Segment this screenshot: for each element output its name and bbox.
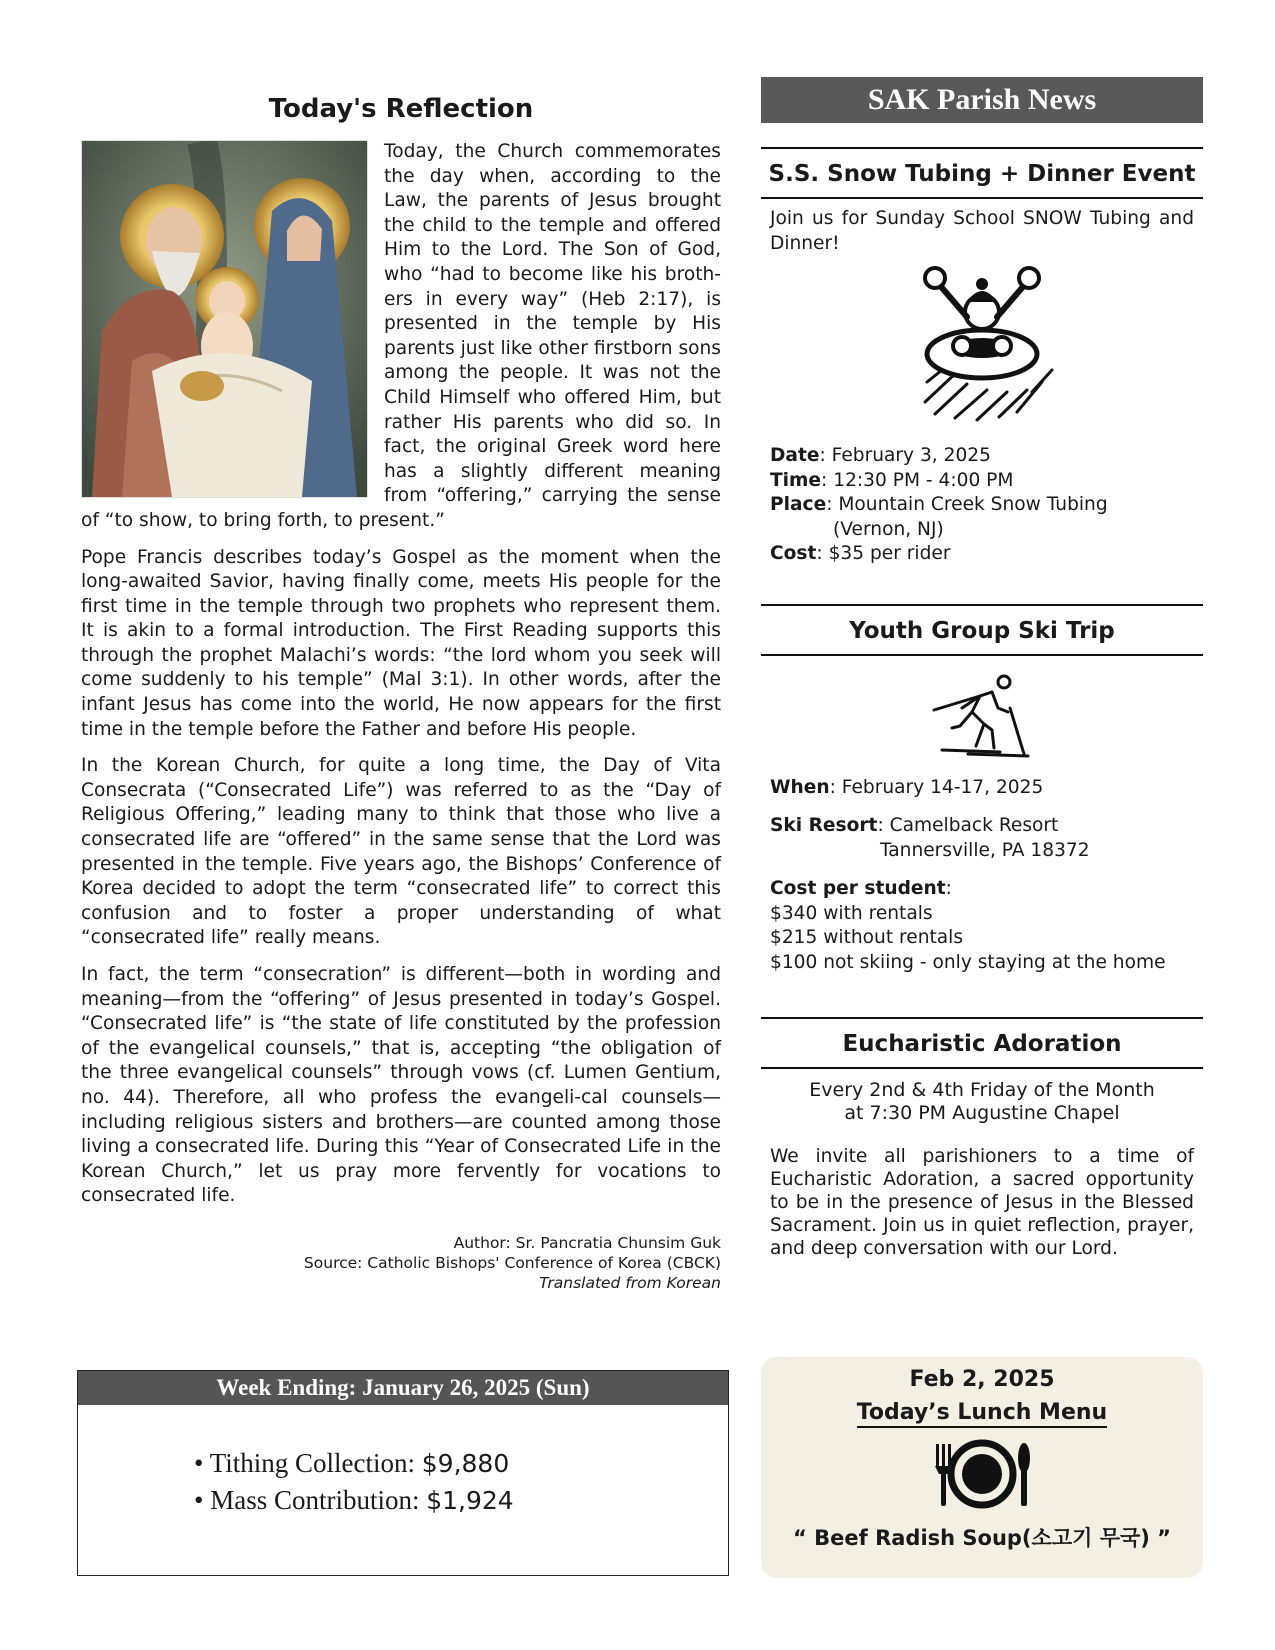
parish-news-title: SAK Parish News bbox=[761, 77, 1203, 123]
presentation-painting bbox=[81, 140, 368, 498]
parish-news bbox=[761, 77, 1203, 1260]
collection-list bbox=[78, 1405, 728, 1519]
reflection-paragraph-3: In the Korean Church, for quite a long time, the Day of Vita Consecrata (“Consecrated Life”) was referred to as the “Day of Religious Offering,” leading many to think that those who live a consecrated life are “offered” in the same sense that the Lord was presented in the temple. Five years ago, the Bishops’ Conference of Korea decided to adopt the term “consecrated life” to correct this confusion and to foster a proper understanding of what “consecrated life” really means. bbox=[81, 755, 721, 949]
reflection-section bbox=[81, 90, 721, 1293]
ski-resort: Ski Resort: Camelback Resort bbox=[770, 815, 1059, 836]
list-item: $340 with rentals bbox=[770, 902, 933, 924]
collection-amount: $9,880 bbox=[421, 1449, 510, 1478]
collection-amount: $1,924 bbox=[426, 1486, 514, 1515]
reflection-title: Today's Reflection bbox=[268, 94, 534, 124]
tubing-time: Time: 12:30 PM - 4:00 PM bbox=[770, 469, 1014, 491]
ski-cost-label: Cost per student: bbox=[770, 878, 952, 899]
lunch-dish: “ Beef Radish Soup(소고기 무국) ” bbox=[793, 1526, 1171, 1550]
week-ending-box bbox=[77, 1370, 729, 1576]
translated-line: Translated from Korean bbox=[539, 1273, 721, 1292]
collection-label: Mass Contribution bbox=[210, 1485, 412, 1515]
lunch-title: Today’s Lunch Menu bbox=[857, 1400, 1107, 1428]
tubing-place: Place: Mountain Creek Snow Tubing bbox=[770, 494, 1108, 515]
collection-label: Tithing Collection bbox=[209, 1448, 408, 1478]
list-item: $100 not skiing - only staying at the home bbox=[770, 951, 1166, 973]
ski-when: When: February 14-17, 2025 bbox=[770, 776, 1044, 798]
list-item: $215 without rentals bbox=[770, 927, 964, 948]
tubing-place-2: (Vernon, NJ) bbox=[833, 518, 944, 540]
reflection-paragraph-1: Today, the Church commemorates the day when, according to the Law, the parents of Jesus brought the child to the temple and offered Him to the Lord. The Son of God, who “had to become like his broth-ers in every way” (Heb 2:17), is presented in the temple by His parents just like other firstborn sons among the people. It was not the Child Himself who offered Him, but rather His parents who did so. In fact, the original Greek word here has a slightly different meaning from “offering,” carrying the sense of “to show, to bring forth, to present.” bbox=[81, 141, 721, 531]
adoration-body bbox=[761, 1079, 1203, 1260]
lunch-menu-card bbox=[761, 1357, 1203, 1578]
adoration-title: Eucharistic Adoration bbox=[761, 1017, 1203, 1069]
author-line: Author: Sr. Pancratia Chunsim Guk bbox=[453, 1233, 721, 1252]
adoration-schedule-1: Every 2nd & 4th Friday of the Month bbox=[809, 1079, 1155, 1101]
source-line: Source: Catholic Bishops' Conference of Korea (CBCK) bbox=[303, 1253, 721, 1272]
skier-icon bbox=[770, 656, 1194, 766]
tubing-title: S.S. Snow Tubing + Dinner Event bbox=[761, 147, 1203, 199]
tubing-intro: Join us for Sunday School SNOW Tubing and Dinner! bbox=[770, 208, 1194, 254]
week-ending-title: Week Ending: January 26, 2025 (Sun) bbox=[78, 1371, 728, 1405]
tubing-cost: Cost: $35 per rider bbox=[770, 543, 951, 564]
list-item: • Mass Contribution: $1,924 bbox=[194, 1485, 514, 1515]
ski-resort-2: Tannersville, PA 18372 bbox=[880, 839, 1090, 861]
plate-cutlery-icon bbox=[761, 1438, 1203, 1514]
ski-body bbox=[761, 656, 1203, 976]
reflection-paragraph-2: Pope Francis describes today’s Gospel as the moment when the long-awaited Savior, having finally come, meets His people for the first time in the temple through two prophets who represent them. It is akin to a formal introduction. The First Reading supports this through the prophet Malachi’s words: “the lord whom you seek will come suddenly to his temple” (Mal 3:1). In other words, after the infant Jesus has come into the world, He now appears for the first time in the temple before the Father and before His people. bbox=[81, 546, 721, 740]
adoration-schedule-2: at 7:30 PM Augustine Chapel bbox=[844, 1102, 1120, 1124]
list-item: • Tithing Collection: $9,880 bbox=[194, 1448, 510, 1478]
tubing-body bbox=[761, 207, 1203, 567]
tubing-date: Date: February 3, 2025 bbox=[770, 445, 991, 466]
reflection-body bbox=[81, 140, 721, 1209]
adoration-text: We invite all parishioners to a time of Eucharistic Adoration, a sacred opportunity to be in the presence of Jesus in the Blessed Sacrament. Join us in quiet reflection, prayer, and deep conversation with our Lord. bbox=[770, 1146, 1194, 1259]
ski-title: Youth Group Ski Trip bbox=[761, 604, 1203, 656]
lunch-date: Feb 2, 2025 bbox=[909, 1367, 1055, 1392]
reflection-credits bbox=[81, 1233, 721, 1293]
reflection-paragraph-4: In fact, the term “consecration” is different—both in wording and meaning—from the “offering” of Jesus presented in today’s Gospel. “Consecrated life” is “the state of life constituted by the profession of the evangelical counsels,” that is, accepting “the obligation of the three evangelical counsels” through vows (cf. Lumen Gentium, no. 44). Therefore, all who profess the evangeli-cal counsels—including religious sisters and brothers—are counted among those living a consecrated life. During this “Year of Consecrated Life in the Korean Church,” let us pray more fervently for vocations to consecrated life. bbox=[81, 964, 721, 1207]
snow-tubing-icon bbox=[770, 262, 1194, 422]
